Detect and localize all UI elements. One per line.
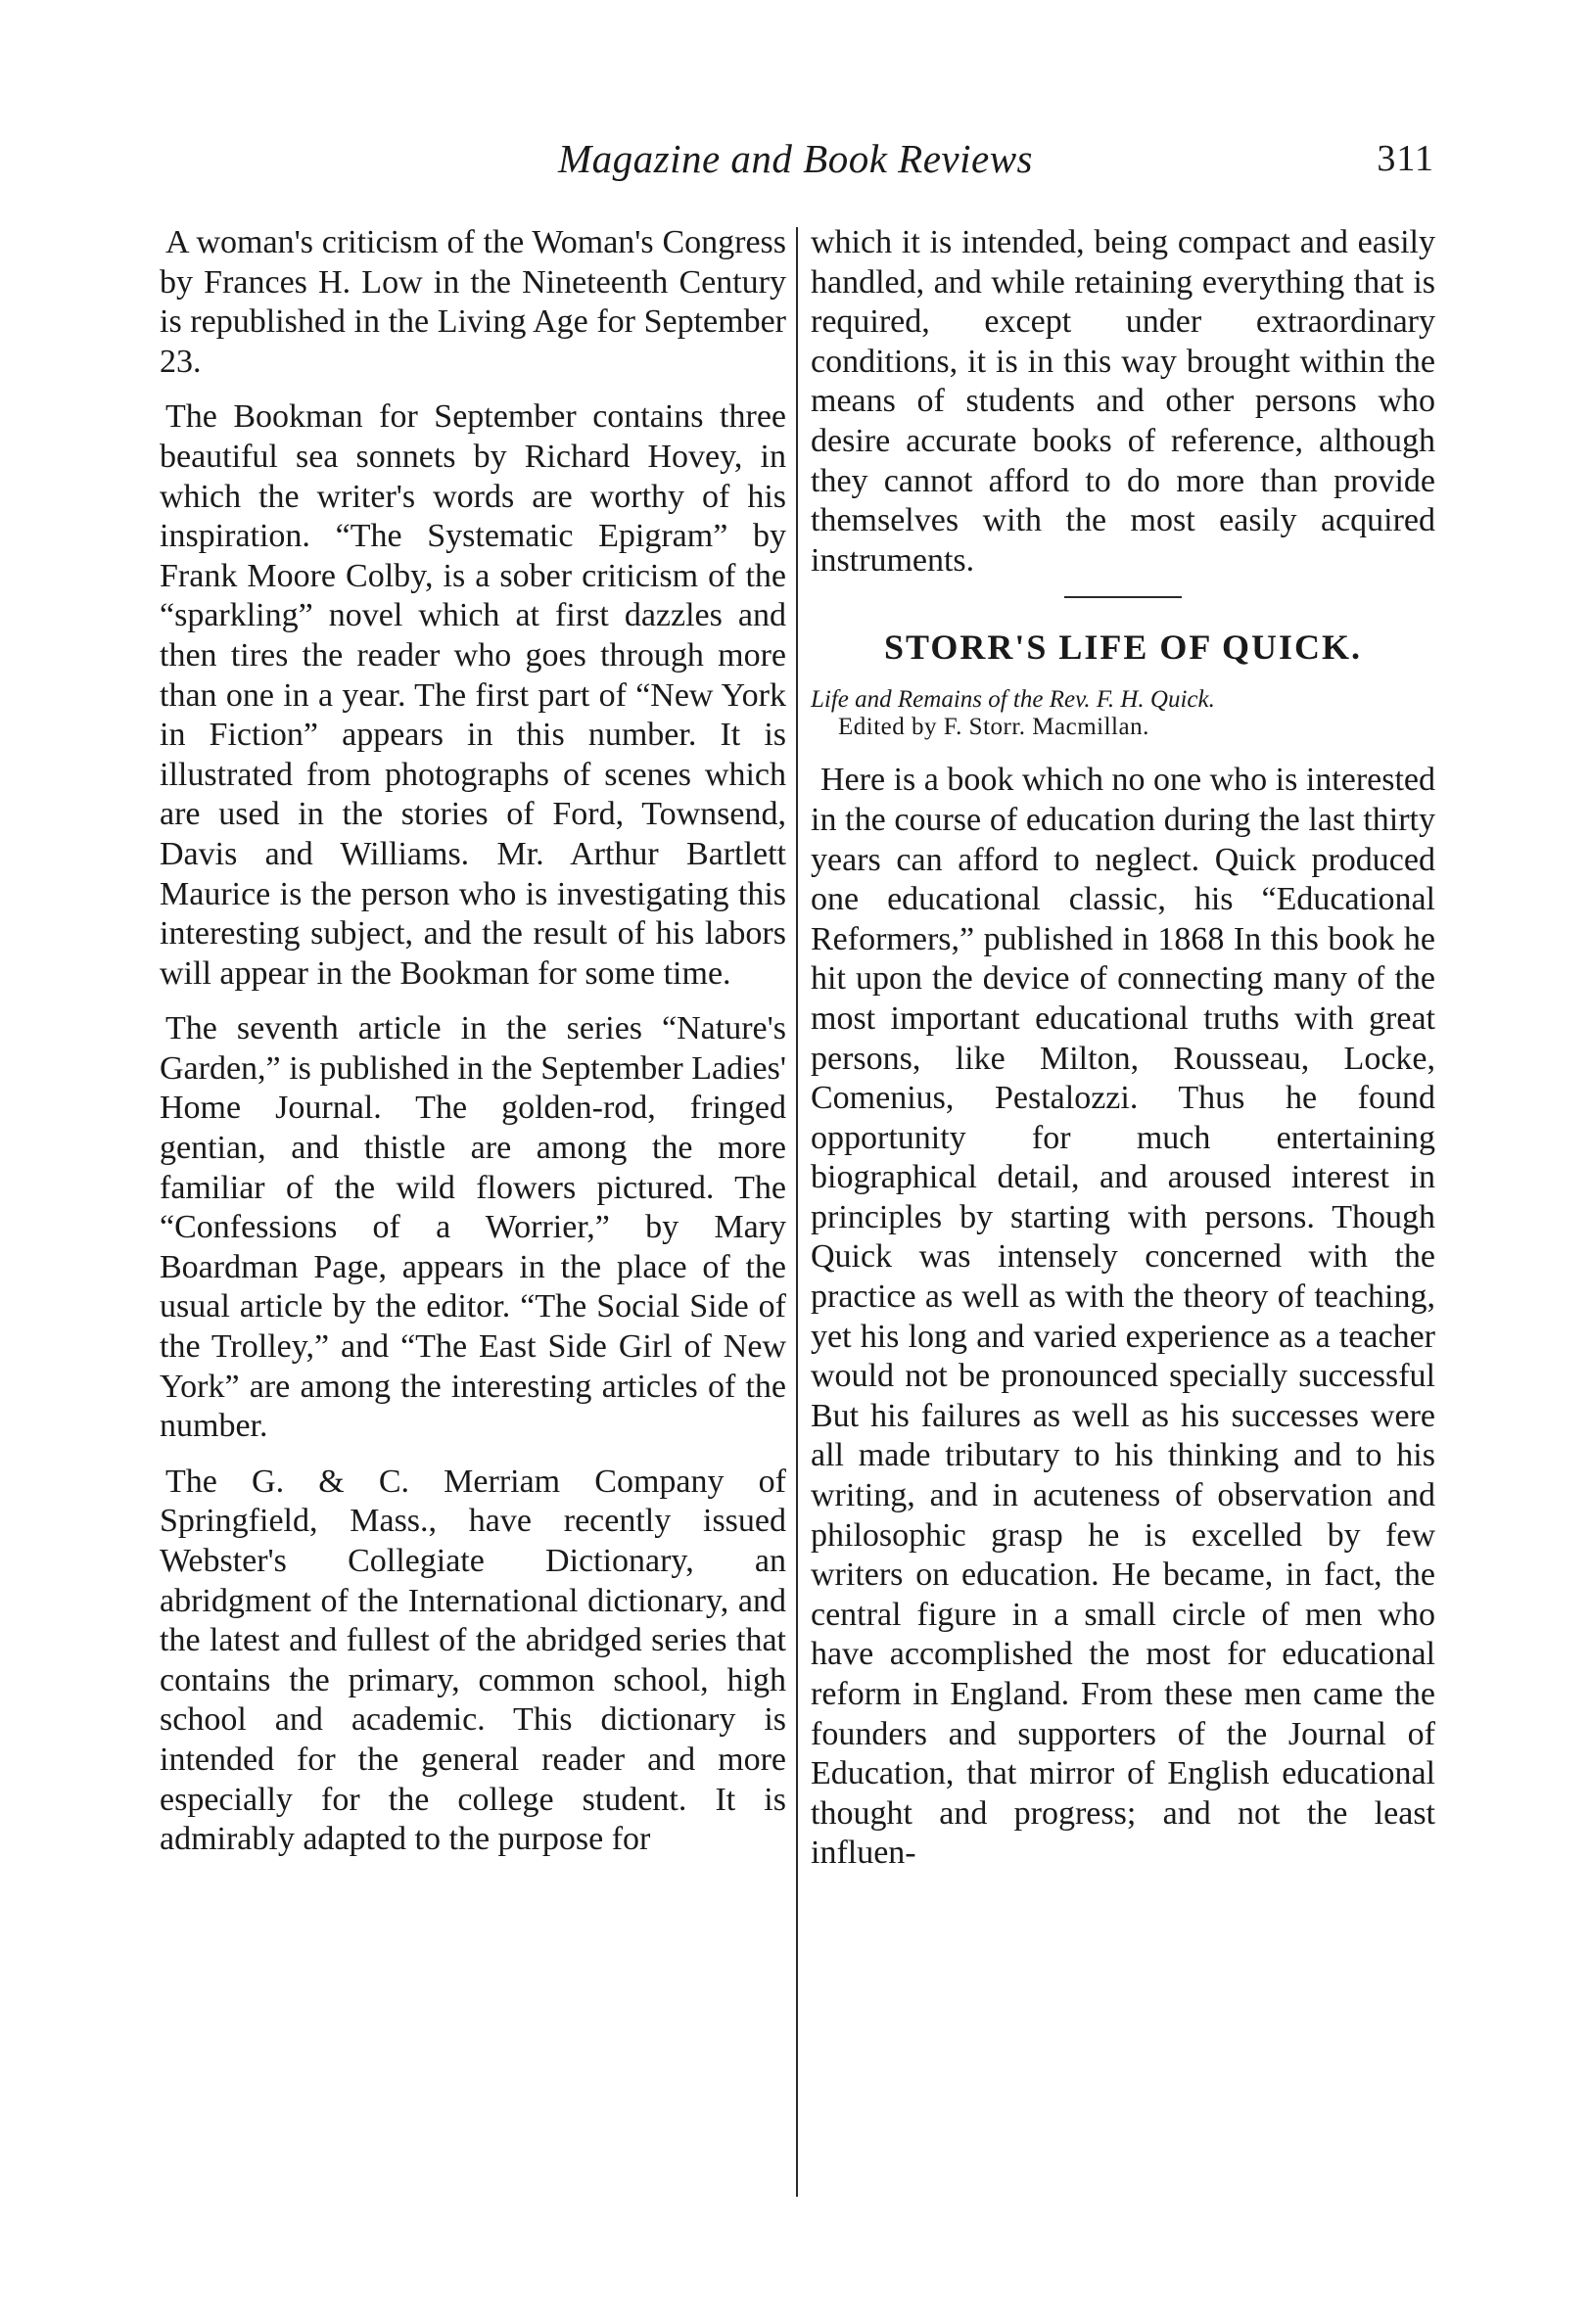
page-number: 311 bbox=[1377, 138, 1434, 179]
paragraph-quick-review: Here is a book which no one who is interested in the course of education during the last thirty years can afford to neglect. Quick produced one educational classic, his “Educational Reformers,” published in 1868 In this book he hit upon the device of connecting many of the most important educational truths with great persons, like Milton, Rousseau, Locke, Comenius, Pestalozzi. Thus he found opportunity for much entertaining biographical detail, and aroused interest in principles by starting with persons. Though Quick was intensely concerned with the practice as well as with the theory of teaching, yet his long and varied experience as a teacher would not be pronounced specially successful But his failures as well as his successes were all made tributary to his thinking and to his writing, and in acuteness of observation and philosophic grasp he is excelled by few writers on education. He became, in fact, the central figure in a small circle of men who have accomplished the most for educational reform in England. From these men came the founders and supporters of the Journal of Education, that mirror of English educational thought and progress; and not the least influen- bbox=[811, 762, 1435, 1872]
paragraph-dictionary-continuation: which it is intended, being compact and easily handled, and while retaining everything that is required, except under extraordinary conditions, it is in this way brought within the means of students and other persons who desire accurate books of reference, although they cannot afford to do more than provide themselves with the most easily acquired instruments. bbox=[811, 224, 1435, 579]
running-head bbox=[157, 135, 1434, 184]
citation-publisher: Edited by F. Storr. Macmillan. bbox=[838, 714, 1149, 741]
section-divider bbox=[1064, 596, 1182, 598]
column-divider bbox=[796, 227, 798, 2197]
running-title: Magazine and Book Reviews bbox=[557, 136, 1034, 181]
book-citation bbox=[811, 686, 1435, 741]
citation-title: Life and Remains of the Rev. F. H. Quick. bbox=[811, 686, 1215, 714]
left-column bbox=[160, 223, 786, 1876]
paragraph-bookman: The Bookman for September contains three beautiful sea sonnets by Richard Hovey, in which the writer's words are worthy of his inspiration. “The Systematic Epigram” by Frank Moore Colby, is a sober criticism of the “sparkling” novel which at first dazzles and then tires the reader who goes through more than one in a year. The first part of “New York in Fiction” appears in this number. It is illustrated from photographs of scenes which are used in the stories of Ford, Townsend, Davis and Williams. Mr. Arthur Bartlett Maurice is the person who is investigating this interesting subject, and the result of his labors will appear in the Bookman for some time. bbox=[160, 398, 786, 992]
paragraph-womans-congress: A woman's criticism of the Woman's Congress by Frances H. Low in the Nineteenth Century is republished in the Living Age for September 23. bbox=[160, 224, 786, 380]
paragraph-merriam-dictionary: The G. & C. Merriam Company of Springfield, Mass., have recently issued Webster's Collegiate Dictionary, an abridgment of the International dictionary, and the latest and fullest of the abridged series that contains the primary, common school, high school and academic. This dictionary is intended for the general reader and more especially for the college student. It is admirably adapted to the purpose for bbox=[160, 1463, 786, 1858]
section-heading: STORR'S LIFE OF QUICK. bbox=[883, 627, 1363, 668]
right-column bbox=[811, 223, 1435, 1889]
paragraph-ladies-home-journal: The seventh article in the series “Nature's Garden,” is published in the September Ladies' Home Journal. The golden-rod, fringed gentian, and thistle are among the more familiar of the wild flowers pictured. The “Confessions of a Worrier,” by Mary Boardman Page, appears in the place of the usual article by the editor. “The Social Side of the Trolley,” and “The East Side Girl of New York” are among the interesting articles of the number. bbox=[160, 1010, 786, 1445]
